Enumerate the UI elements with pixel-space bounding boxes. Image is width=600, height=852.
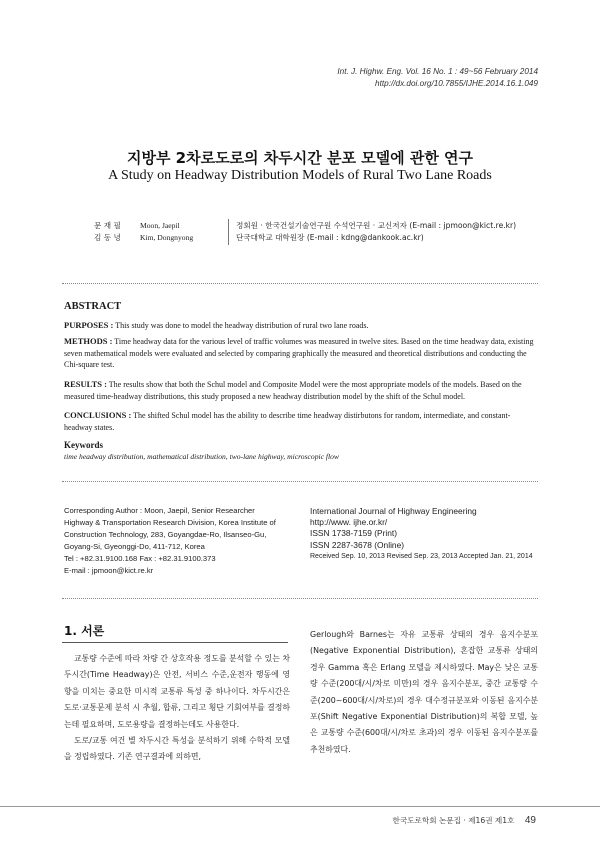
methods-label: METHODS : xyxy=(64,336,113,346)
author-names-ko xyxy=(94,220,134,244)
paragraph: 도로/교통 여건 별 차두시간 특성을 분석하기 위해 수학적 모델을 정립하였다. 기존 연구결과에 의하면, xyxy=(64,736,290,762)
abstract-methods xyxy=(64,336,538,371)
purposes-text: This study was done to model the headway distribution of rural two lane roads. xyxy=(115,321,369,330)
title-english: A Study on Headway Distribution Models of Rural Two Lane Roads xyxy=(108,168,492,183)
author-affiliations xyxy=(236,220,546,244)
page-number: 49 xyxy=(524,815,536,826)
corr-line: Corresponding Author : Moon, Jaepil, Senior Researcher xyxy=(64,506,255,515)
section-underline xyxy=(62,642,288,643)
corresponding-author xyxy=(64,505,294,577)
page-footer xyxy=(393,815,536,826)
right-column xyxy=(310,627,538,758)
corr-line: Highway & Transportation Research Division, Korea Institute of xyxy=(64,518,276,527)
corr-line[interactable]: E-mail : jpmoon@kict.re.kr xyxy=(64,566,154,575)
title-korean: 지방부 2차로도로의 차두시간 분포 모델에 관한 연구 xyxy=(126,149,474,167)
journal-citation xyxy=(337,66,538,90)
results-label: RESULTS : xyxy=(64,379,107,389)
author-names-en xyxy=(140,220,220,244)
divider xyxy=(62,598,538,599)
keywords-heading: Keywords xyxy=(64,440,103,450)
journal-url[interactable]: http://www. ijhe.or.kr/ xyxy=(310,517,388,528)
footer-rule xyxy=(0,806,600,807)
abstract-conclusions xyxy=(64,410,538,433)
journal-info xyxy=(310,506,542,562)
issn-online: ISSN 2287-3678 (Online) xyxy=(310,539,405,550)
author-name-en: Kim, Dongnyong xyxy=(140,233,194,242)
abstract-heading: ABSTRACT xyxy=(64,301,122,312)
methods-text: Time headway data for the various level of traffic volumes was measured in twelve sites. Based on the time headway data, existing seven mathematical models were evaluated and selected by comparing graphically the measured and theoretical distributions and conducting the Chi-square test. xyxy=(64,337,534,369)
keywords-text: time headway distribution, mathematical distribution, two-lane highway, microscopic flow xyxy=(64,452,339,461)
paragraph: Gerlough와 Barnes는 자유 교통류 상태의 경우 음지수분포(Negative Exponential Distribution), 혼잡한 교통류 상태의 경우 Gamma 혹은 Erlang 모델을 제시하였다. May은 낮은 교통량 수준(200대/시/차로 미만)의 경우 음지수분포, 중간 교통량 수준(200~600대/시/차로)의 경우 대수정규분포와 이동된 음지수분포(Shift Negative Exponential Distribution)의 복합 모델, 높은 교통량 수준(600대/시/차로 초과)의 경우 이동된 음지수분포를 추천하였다. xyxy=(310,630,538,754)
author-name-ko: 문 재 필 xyxy=(94,221,121,230)
corr-line: Construction Technology, 283, Goyangdae-Ro, Ilsanseo-Gu, xyxy=(64,530,267,539)
author-name-ko: 김 동 녕 xyxy=(94,233,121,242)
divider xyxy=(62,481,538,482)
author-name-en: Moon, Jaepil xyxy=(140,221,180,230)
purposes-label: PURPOSES : xyxy=(64,320,114,330)
conclusions-text: The shifted Schul model has the ability to describe time headway distirbutons for random, intermediate, and constant-headway states. xyxy=(64,411,511,432)
journal-name: International Journal of Highway Engineering xyxy=(310,506,477,516)
left-column xyxy=(64,651,290,766)
footer-journal: 한국도로학회 논문집 · 제16권 제1호 xyxy=(392,816,515,825)
paragraph: 교통량 수준에 따라 차량 간 상호작용 정도를 분석할 수 있는 차두시간(Time Headway)은 안전, 서비스 수준,운전자 행동에 영향을 미치는 중요한 미시적 교통류 특성 중 하나이다. 차두시간은 도로·교통문제 분석 시 추월, 합류, 그리고 횡단 기회여부를 결정하는데 필요하며, 도로용량을 결정하는데도 사용한다. xyxy=(64,654,290,729)
issn-print: ISSN 1738-7159 (Print) xyxy=(310,528,398,539)
author-affiliation: 단국대학교 대학원장 (E-mail : kdng@dankook.ac.kr) xyxy=(236,233,424,242)
conclusions-label: CONCLUSIONS : xyxy=(64,410,132,420)
corr-line: Goyang-Si, Gyeonggi-Do, 411-712, Korea xyxy=(64,542,205,551)
citation-line: Int. J. Highw. Eng. Vol. 16 No. 1 : 49~56 February 2014 xyxy=(337,67,538,76)
author-affiliation: 정회원 · 한국건설기술연구원 수석연구원 · 교신저자 (E-mail : jpmoon@kict.re.kr) xyxy=(236,221,517,230)
author-divider xyxy=(228,219,229,245)
corr-line: Tel : +82.31.9100.168 Fax : +82.31.9100.373 xyxy=(64,554,216,563)
abstract-results xyxy=(64,379,538,402)
divider xyxy=(62,283,538,284)
section-heading: 1. 서론 xyxy=(64,624,105,638)
abstract-purposes xyxy=(64,320,538,332)
received-dates: Received Sep. 10, 2013 Revised Sep. 23, 2013 Accepted Jan. 21, 2014 xyxy=(310,552,533,560)
results-text: The results show that both the Schul model and Composite Model were the most appropriate models of the models. Based on the measured time-headway distributions, this study proposed a new headway distribution model by the shift of the Schul model. xyxy=(64,380,522,401)
doi-link[interactable]: http://dx.doi.org/10.7855/IJHE.2014.16.1.049 xyxy=(375,79,538,88)
